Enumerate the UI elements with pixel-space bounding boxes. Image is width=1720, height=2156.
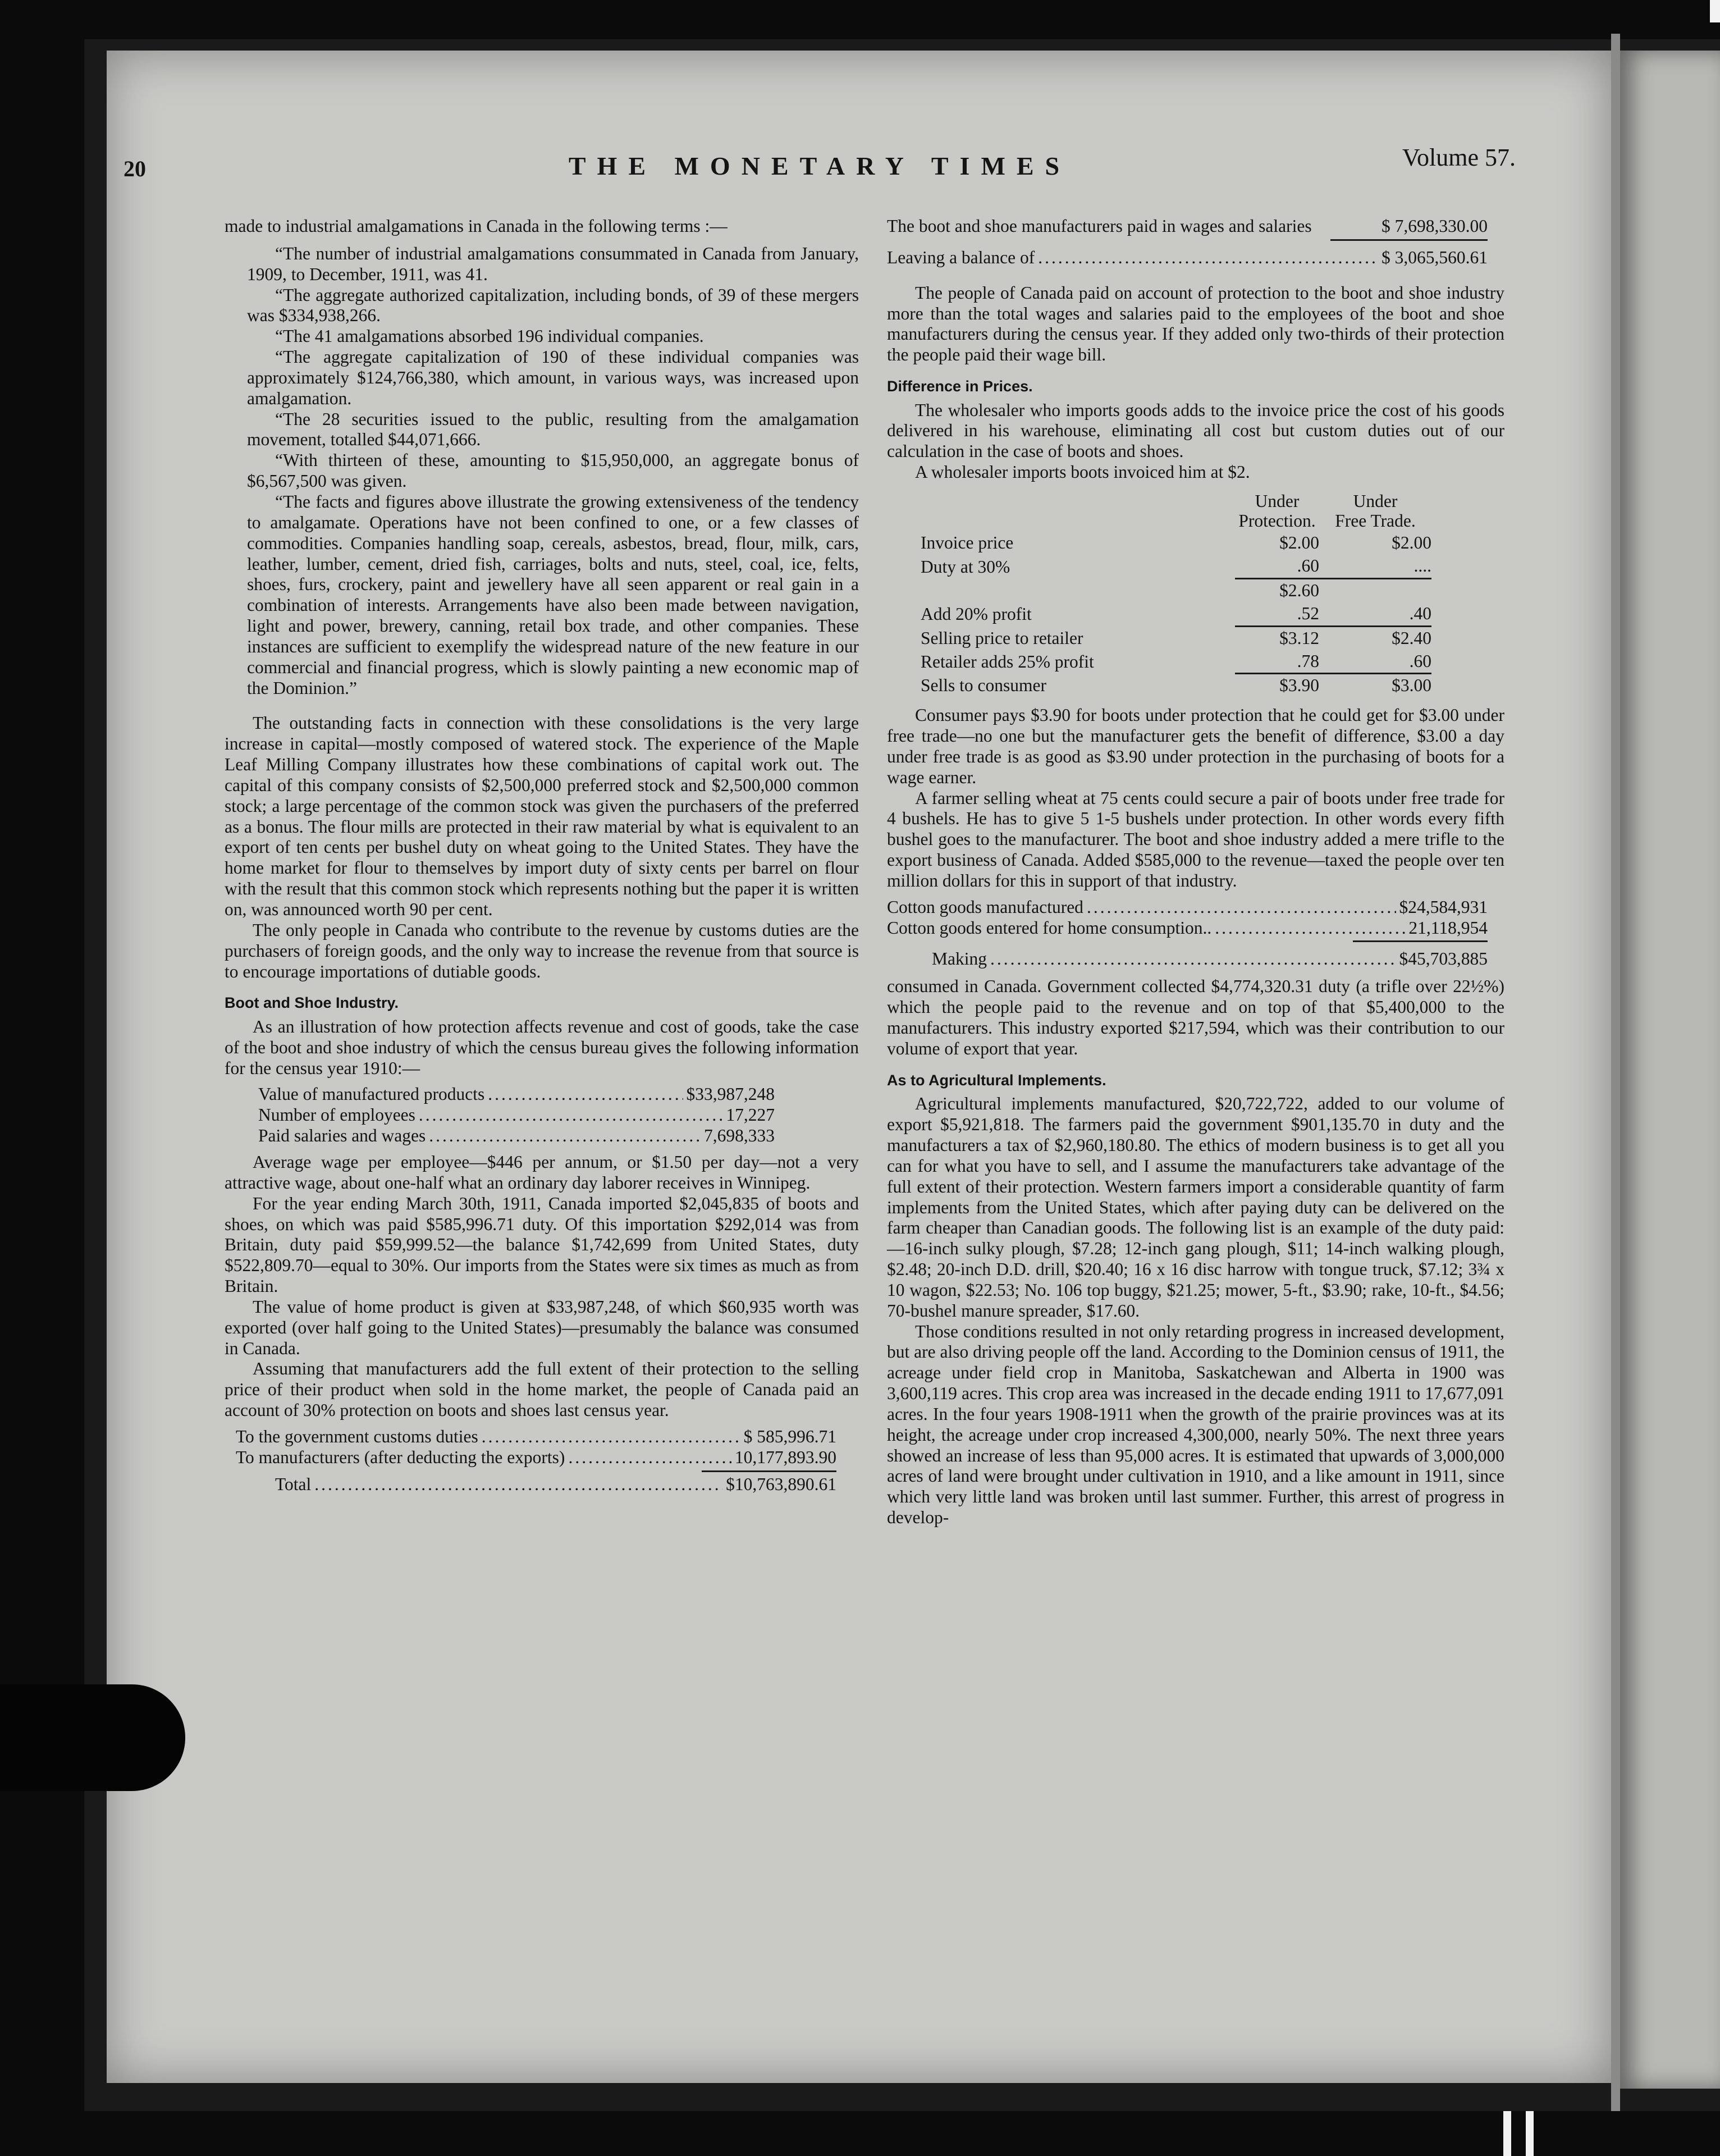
sum-rule	[702, 1470, 836, 1472]
table-row	[921, 602, 1431, 626]
quote-paragraph: “The 28 securities issued to the public, resulting from the amalgamation movement, totalled $44,071,666.	[247, 409, 859, 450]
wages-table	[887, 216, 1488, 268]
protection-payments-table	[236, 1427, 836, 1495]
table-row	[921, 532, 1431, 555]
table-row	[921, 674, 1431, 697]
cell-value: $3.12	[1279, 628, 1319, 648]
binder-clip-shadow	[0, 1684, 185, 1791]
cell-value: $2.00	[1392, 533, 1431, 553]
row-label: Sells to consumer	[921, 675, 1046, 696]
cell-value: .52	[1235, 602, 1319, 626]
quote-paragraph: “With thirteen of these, amounting to $15,950,000, an aggregate bonus of $6,567,500 was given.	[247, 450, 859, 491]
leader-dots	[1215, 918, 1405, 939]
section-heading: Difference in Prices.	[887, 378, 1033, 395]
section-heading: Boot and Shoe Industry.	[225, 994, 399, 1012]
cell-value: $3.00	[1392, 675, 1431, 696]
sum-rule	[1330, 239, 1488, 241]
body-paragraph: Those conditions resulted in not only retarding progress in increased development, but are also driving people off the land. According to the Dominion census of 1911, the acreage under field crop in Manitoba, Saskatchewan and Alberta in 1900 was 3,600,119 acres. This crop area was increased in the decade ending 1911 to 17,677,091 acres. In the four years 1908-1911 when the growth of the prairie provinces was at its height, the acreage under crop increased 4,300,000, nearly 50%. The next three years showed an increase of less than 95,000 acres. It is estimated that upwards of 3,000,000 acres of land were brought under cultivation in 1910, and a like amount in 1911, since which very little land was broken until last summer. Further, this arrest of progress in develop-	[887, 1321, 1504, 1528]
page-edge	[1611, 34, 1620, 2111]
leader-dots	[568, 1447, 731, 1468]
film-edge-mark	[1503, 2111, 1511, 2156]
leader-dots	[482, 1427, 740, 1447]
total-value: $10,763,890.61	[726, 1474, 836, 1494]
page-number: 20	[123, 156, 146, 181]
table-row	[921, 578, 1431, 602]
price-comparison-table	[921, 491, 1431, 697]
table-header-row	[921, 491, 1431, 532]
row-value: $33,987,248	[686, 1084, 775, 1104]
cell-value: .60	[1319, 650, 1431, 674]
cell-value: $2.00	[1279, 533, 1319, 553]
body-paragraph: The people of Canada paid on account of protection to the boot and shoe industry more than the total wages and salaries paid to the employees of the boot and shoe manufacturers during the census year. If they added only two-thirds of their protection the people paid their wage bill.	[887, 282, 1504, 365]
cell-value: $2.40	[1392, 628, 1431, 648]
quoted-report	[225, 244, 859, 699]
row-value: $ 585,996.71	[743, 1426, 836, 1446]
row-label: Cotton goods entered for home consumption..	[887, 917, 1212, 938]
sum-rule	[1353, 940, 1488, 942]
leader-dots	[1087, 897, 1396, 918]
cell-value: $2.60	[1279, 580, 1319, 600]
row-value: $ 3,065,560.61	[1382, 247, 1488, 267]
row-value: 7,698,333	[704, 1126, 775, 1146]
table-row	[236, 1427, 836, 1447]
total-label: Total	[275, 1474, 312, 1494]
row-label: Selling price to retailer	[921, 628, 1083, 648]
cell-value: ....	[1319, 555, 1431, 578]
body-paragraph: A farmer selling wheat at 75 cents could secure a pair of boots under free trade for 4 bushels. He has to give 5 1-5 bushels under protection. In other words every fifth bushel goes to the manufacturer. The boot and shoe industry added a mere trifle to the export business of Canada. Added $585,000 to the revenue—taxed the people over ten million dollars for this in support of that industry.	[887, 788, 1504, 890]
column-header: Under Protection.	[1238, 491, 1316, 531]
body-paragraph: Average wage per employee—$446 per annum, or $1.50 per day—not a very attractive wage, about one-half what an ordinary day laborer receives in Winnipeg.	[225, 1152, 859, 1193]
row-value: 21,118,954	[1408, 917, 1488, 938]
cotton-table	[887, 897, 1488, 970]
row-label: Leaving a balance of	[887, 247, 1035, 267]
table-row	[921, 555, 1431, 578]
leader-dots	[1038, 248, 1378, 268]
table-row	[921, 626, 1431, 650]
cell-value: .40	[1319, 602, 1431, 626]
row-label: Add 20% profit	[921, 604, 1032, 624]
quote-paragraph: “The aggregate authorized capitalization, including bonds, of 39 of these mergers was $334,938,266.	[247, 285, 859, 326]
census-table	[258, 1084, 775, 1146]
row-value: $24,584,931	[1399, 897, 1488, 917]
body-paragraph: For the year ending March 30th, 1911, Canada imported $2,045,835 of boots and shoes, on which was paid $585,996.71 duty. Of this importation $292,014 was from Britain, duty paid $59,999.52—the balance $1,742,699 from United States, duty $522,809.70—equal to 30%. Our imports from the States were six times as much as from Britain.	[225, 1193, 859, 1296]
body-paragraph: Consumer pays $3.90 for boots under protection that he could get for $3.00 under free trade—no one but the manufacturer gets the benefit of difference, $3.00 a day under free trade is as good as $3.90 under protection in the purchasing of boots for a wage earner.	[887, 705, 1504, 787]
row-label: Retailer adds 25% profit	[921, 652, 1094, 672]
row-label: Paid salaries and wages	[258, 1126, 426, 1146]
table-row	[258, 1084, 775, 1105]
row-label: The boot and shoe manufacturers paid in wages and salaries	[887, 216, 1312, 236]
table-row	[887, 248, 1488, 268]
table-row	[921, 650, 1431, 674]
next-page-strip	[1620, 51, 1720, 2089]
leader-dots	[314, 1474, 722, 1495]
row-label: To the government customs duties	[236, 1426, 478, 1446]
body-paragraph: The wholesaler who imports goods adds to the invoice price the cost of his goods delivered in his warehouse, eliminating all cost but custom duties out of our calculation in the case of boots and shoes.	[887, 400, 1504, 462]
quote-paragraph: “The facts and figures above illustrate the growing extensiveness of the tendency to amalgamate. Operations have not been confined to one, or a few classes of commodities. Companies handling soap, cereals, asbestos, bread, flour, milk, cars, leather, lumber, cement, dried fish, carriages, bolts and nuts, steel, coal, ice, felts, shoes, furs, crockery, paint and jewellery have all seen apparent or real gain in a combination of interests. Arrangements have also been made between navigation, light and power, brewery, canning, retail box trade, and other companies. These instances are sufficient to exemplify the widespread nature of the new feature in our commercial and financial progress, which is slowly painting a new economic map of the Dominion.”	[247, 491, 859, 698]
row-label: Number of employees	[258, 1105, 415, 1125]
film-edge-mark	[1526, 2111, 1534, 2156]
total-row	[236, 1474, 836, 1495]
body-paragraph: The value of home product is given at $33,987,248, of which $60,935 worth was exported (over half going to the United States)—presumably the balance was consumed in Canada.	[225, 1296, 859, 1358]
section-heading: As to Agricultural Implements.	[887, 1071, 1106, 1089]
left-column	[225, 216, 859, 1501]
column-header: Under Free Trade.	[1335, 491, 1416, 531]
body-paragraph: consumed in Canada. Government collected $4,774,320.31 duty (a trifle over 22½%) which the people paid to the revenue and on top of that $5,400,000 to the manufacturers. This industry exported $217,594, which was their contribution to our volume of export that year.	[887, 976, 1504, 1058]
page-header	[123, 143, 1516, 182]
table-row	[258, 1126, 775, 1146]
body-paragraph: A wholesaler imports boots invoiced him at $2.	[915, 462, 1250, 482]
table-row	[887, 216, 1488, 237]
cell-value: $3.90	[1279, 675, 1319, 696]
total-label: Making	[932, 949, 987, 969]
row-value: $ 7,698,330.00	[1382, 216, 1488, 236]
row-label: Invoice price	[921, 533, 1014, 553]
cell-value: .78	[1235, 650, 1319, 674]
intro-paragraph: made to industrial amalgamations in Canada in the following terms :—	[225, 216, 728, 236]
row-label: To manufacturers (after deducting the exports)	[236, 1447, 565, 1467]
table-row	[258, 1105, 775, 1126]
leader-dots	[488, 1084, 683, 1105]
total-value: $45,703,885	[1399, 949, 1488, 969]
row-label: Cotton goods manufactured	[887, 897, 1083, 917]
row-label: Duty at 30%	[921, 556, 1010, 577]
row-value: 17,227	[726, 1105, 775, 1125]
total-row	[887, 949, 1488, 970]
journal-title: THE MONETARY TIMES	[568, 152, 1071, 180]
quote-paragraph: “The number of industrial amalgamations consummated in Canada from January, 1909, to December, 1911, was 41.	[247, 243, 859, 284]
body-paragraph: The only people in Canada who contribute to the revenue by customs duties are the purchasers of foreign goods, and the only way to increase the revenue from that source is to encourage importations of dutiable goods.	[225, 920, 859, 981]
table-row	[887, 918, 1488, 939]
table-row	[887, 897, 1488, 918]
body-paragraph: Assuming that manufacturers add the full extent of their protection to the selling price of their product when sold in the home market, the people of Canada paid an account of 30% protection on boots and shoes last census year.	[225, 1359, 859, 1420]
body-paragraph: Agricultural implements manufactured, $20,722,722, added to our volume of export $5,921,818. The farmers paid the government $901,135.70 in duty and the manufacturers a tax of $2,960,180.80. The ethics of modern business is to get all you can for what you have to sell, and I assume the manufacturers take advantage of the full extent of their protection. Western farmers import a considerable quantity of farm implements from the United States, which after paying duty can be delivered on the farm cheaper than Canadian goods. The following list is an example of the duty paid:—16-inch sulky plough, $7.28; 12-inch gang plough, $11; 14-inch walking plough, $2.48; 20-inch D.D. drill, $20.40; 16 x 16 disc harrow with tongue truck, $7.12; 3¾ x 10 wagon, $22.53; No. 106 top buggy, $21.25; mower, 5-ft., $3.90; rake, 10-ft., $4.56; 70-bushel manure spreader, $17.60.	[887, 1094, 1504, 1321]
quote-paragraph: “The aggregate capitalization of 190 of these individual companies was approximately $124,766,380, which amount, in various ways, was increased upon amalgamation.	[247, 347, 859, 408]
body-paragraph: The outstanding facts in connection with these consolidations is the very large increase in capital—mostly composed of watered stock. The experience of the Maple Leaf Milling Company illustrates how these combinations of capital work out. The capital of this company consists of $2,500,000 preferred stock and $2,500,000 common stock; a large percentage of the common stock was given the purchasers of the preferred as a bonus. The flour mills are protected in their raw material by what is equivalent to an export of ten cents per bushel duty on wheat going to the United States. They have the home market for flour to themselves by import duty of sixty cents per barrel on flour with the result that this common stock which represents nothing but the paper it is written on, was announced worth 90 per cent.	[225, 713, 859, 919]
leader-dots	[990, 949, 1396, 970]
film-corner-mark	[1710, 0, 1720, 22]
quote-paragraph: “The 41 amalgamations absorbed 196 individual companies.	[275, 326, 704, 346]
volume-label: Volume 57.	[1402, 144, 1516, 171]
leader-dots	[429, 1126, 701, 1146]
right-column	[887, 216, 1504, 1528]
body-paragraph: As an illustration of how protection affects revenue and cost of goods, take the case of the boot and shoe industry of which the census bureau gives the following information for the census year 1910:—	[225, 1016, 859, 1078]
row-label: Value of manufactured products	[258, 1084, 485, 1104]
row-value: 10,177,893.90	[734, 1447, 836, 1467]
cell-value: .60	[1235, 555, 1319, 578]
table-row	[236, 1447, 836, 1468]
leader-dots	[419, 1105, 722, 1126]
